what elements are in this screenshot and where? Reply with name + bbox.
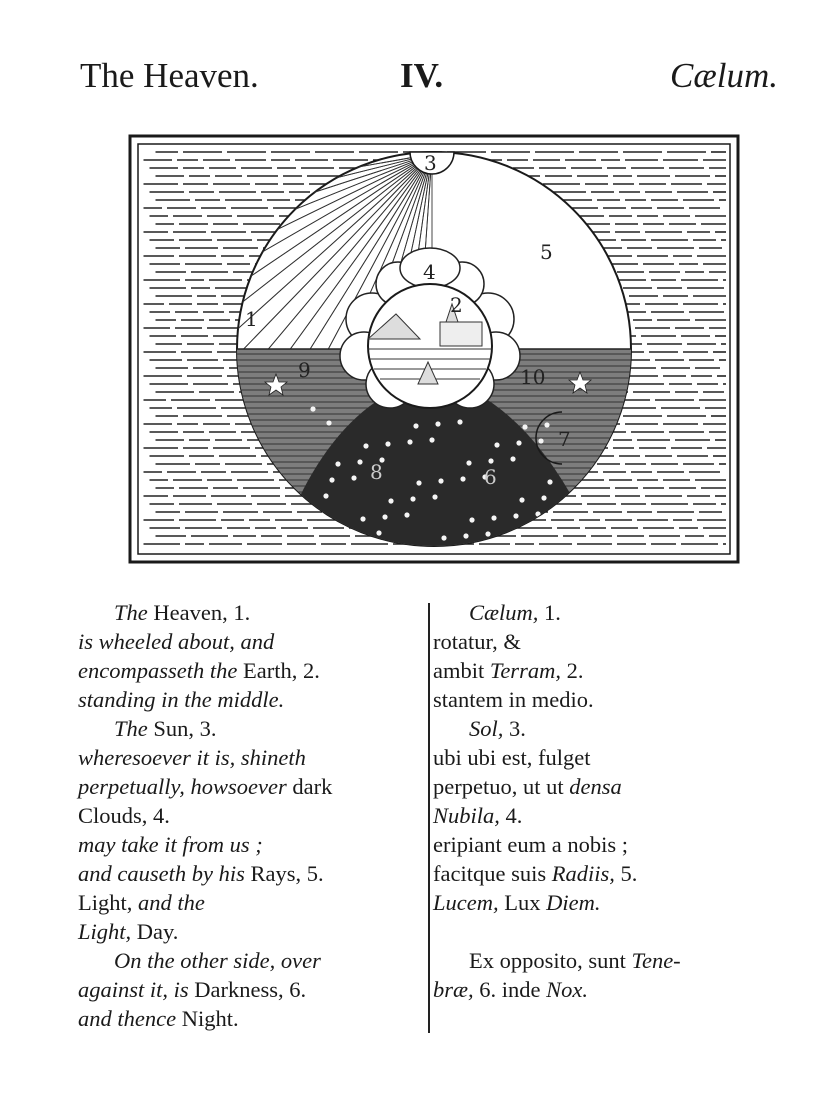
header-latin-title: Cælum.	[670, 56, 778, 95]
latin-text: 2.	[560, 658, 584, 683]
english-text: against it, is	[78, 977, 189, 1002]
figure-number-3: 3	[424, 151, 437, 175]
night-star	[429, 437, 434, 442]
latin-text: 3.	[503, 716, 526, 741]
english-line	[78, 946, 428, 975]
english-text: Darkness, 6.	[188, 977, 307, 1002]
english-line	[78, 772, 428, 801]
woodcut-illustration	[128, 134, 740, 564]
latin-text: densa	[569, 774, 622, 799]
latin-text: ubi ubi est, fulget	[433, 745, 591, 770]
latin-line	[433, 888, 803, 917]
english-text: Night.	[176, 1006, 239, 1031]
latin-text: Lux	[498, 890, 547, 915]
night-star	[385, 441, 390, 446]
english-text: On the other side, over	[114, 948, 321, 973]
header-chapter-number: IV.	[400, 56, 444, 95]
night-star	[326, 420, 331, 425]
latin-line	[433, 627, 803, 656]
english-line	[78, 859, 428, 888]
header-english-title: The Heaven.	[80, 56, 259, 95]
latin-line	[433, 830, 803, 859]
english-text: Day.	[131, 919, 179, 944]
figure-number-1: 1	[245, 307, 258, 331]
night-star	[376, 530, 381, 535]
night-star	[410, 496, 415, 501]
latin-text: Diem.	[546, 890, 601, 915]
figure-number-5: 5	[540, 240, 553, 264]
english-text: Heaven, 1.	[147, 600, 251, 625]
night-star	[460, 476, 465, 481]
latin-text: 5.	[614, 861, 638, 886]
latin-text: eripiant eum a nobis ;	[433, 832, 628, 857]
night-star	[438, 478, 443, 483]
night-star	[388, 498, 393, 503]
night-star	[538, 438, 543, 443]
english-line	[78, 656, 428, 685]
english-text: Rays, 5.	[244, 861, 324, 886]
figure-number-8: 8	[370, 460, 383, 484]
column-divider	[428, 603, 430, 1033]
figure-number-2: 2	[450, 293, 463, 317]
night-star	[335, 461, 340, 466]
english-line	[78, 917, 428, 946]
english-text: encompasseth the	[78, 658, 238, 683]
night-star	[469, 517, 474, 522]
latin-line	[433, 975, 803, 1004]
english-line	[78, 888, 428, 917]
latin-text: bræ,	[433, 977, 474, 1002]
night-star	[466, 460, 471, 465]
town-buildings	[440, 322, 482, 346]
night-star	[407, 439, 412, 444]
latin-text-column	[433, 598, 803, 1004]
night-star	[547, 479, 552, 484]
night-star	[323, 493, 328, 498]
figure-number-6: 6	[484, 465, 497, 489]
night-star	[416, 480, 421, 485]
latin-line	[433, 743, 803, 772]
english-line	[78, 714, 428, 743]
english-text: and the	[132, 890, 205, 915]
latin-text: Ex opposito, sunt	[469, 948, 632, 973]
latin-line	[433, 946, 803, 975]
english-text: Light,	[78, 890, 133, 915]
night-star	[516, 440, 521, 445]
latin-text: Terram,	[489, 658, 561, 683]
latin-text: ambit	[433, 658, 490, 683]
night-star	[494, 442, 499, 447]
night-star	[522, 424, 527, 429]
latin-text: Tene-	[631, 948, 681, 973]
latin-text: Sol,	[469, 716, 504, 741]
night-star	[329, 477, 334, 482]
night-star	[360, 516, 365, 521]
latin-text: 4.	[499, 803, 523, 828]
night-star	[363, 443, 368, 448]
english-line	[78, 1004, 428, 1033]
latin-text: Cælum,	[469, 600, 539, 625]
night-star	[491, 515, 496, 520]
latin-line	[433, 917, 803, 946]
english-text: The	[114, 600, 148, 625]
english-text: and thence	[78, 1006, 177, 1031]
english-text: may take it from us ;	[78, 832, 263, 857]
page-header	[0, 52, 816, 100]
night-star	[435, 421, 440, 426]
english-text: standing in the middle.	[78, 687, 285, 712]
latin-line	[433, 859, 803, 888]
english-text: is wheeled about, and	[78, 629, 275, 654]
english-line	[78, 743, 428, 772]
night-star	[544, 422, 549, 427]
latin-text: facitque suis	[433, 861, 552, 886]
english-text: Light,	[78, 919, 132, 944]
latin-line	[433, 801, 803, 830]
night-star	[463, 533, 468, 538]
latin-line	[433, 598, 803, 627]
english-line	[78, 801, 428, 830]
english-line	[78, 598, 428, 627]
heaven-woodcut-svg	[128, 134, 740, 564]
english-line	[78, 830, 428, 859]
night-star	[541, 495, 546, 500]
night-star	[513, 513, 518, 518]
latin-line	[433, 714, 803, 743]
english-text: perpetually, howsoever	[78, 774, 287, 799]
latin-line	[433, 656, 803, 685]
latin-text: 6. inde	[473, 977, 547, 1002]
latin-line	[433, 685, 803, 714]
latin-text: perpetuo, ut ut	[433, 774, 570, 799]
latin-line	[433, 772, 803, 801]
english-text: dark	[286, 774, 333, 799]
night-star	[357, 459, 362, 464]
english-text-column	[78, 598, 428, 1033]
figure-number-10: 10	[520, 365, 546, 389]
night-star	[441, 535, 446, 540]
night-star	[382, 514, 387, 519]
english-line	[78, 685, 428, 714]
night-star	[485, 531, 490, 536]
latin-text: Lucem,	[433, 890, 499, 915]
latin-text: Nubila,	[433, 803, 500, 828]
night-star	[510, 456, 515, 461]
english-text: and causeth by his	[78, 861, 245, 886]
english-text: Clouds, 4.	[78, 803, 170, 828]
night-star	[310, 406, 315, 411]
figure-number-4: 4	[423, 260, 436, 284]
latin-text: 1.	[538, 600, 561, 625]
figure-number-7: 7	[558, 427, 571, 451]
night-star	[457, 419, 462, 424]
night-star	[432, 494, 437, 499]
english-text: Earth, 2.	[237, 658, 320, 683]
english-line	[78, 975, 428, 1004]
latin-text: Nox.	[546, 977, 589, 1002]
english-text: wheresoever it is, shineth	[78, 745, 306, 770]
latin-text: rotatur, &	[433, 629, 521, 654]
night-star	[413, 423, 418, 428]
english-line	[78, 627, 428, 656]
english-text: Sun, 3.	[147, 716, 217, 741]
night-star	[404, 512, 409, 517]
latin-text: Radiis,	[551, 861, 615, 886]
night-star	[488, 458, 493, 463]
latin-text: stantem in medio.	[433, 687, 594, 712]
english-text: The	[114, 716, 148, 741]
figure-number-9: 9	[298, 358, 311, 382]
night-star	[351, 475, 356, 480]
night-star	[519, 497, 524, 502]
